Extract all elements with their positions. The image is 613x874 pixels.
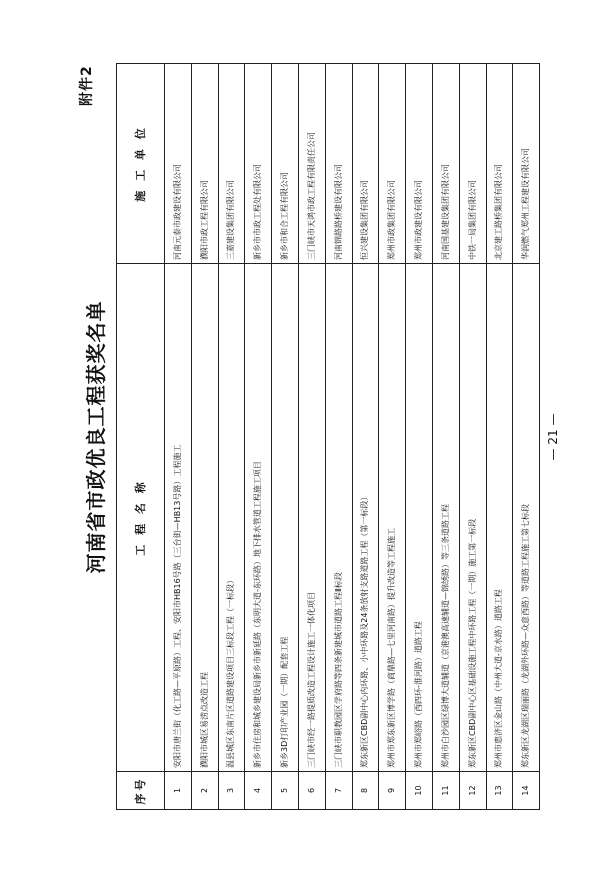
cell-contractor: 恒兴建设集团有限公司 <box>352 64 379 264</box>
cell-contractor: 郑州市政集团有限公司 <box>379 64 406 264</box>
cell-no: 14 <box>513 772 540 810</box>
cell-contractor: 新乡市市政工程处有限公司 <box>245 64 272 264</box>
cell-contractor: 北京建工路桥集团有限公司 <box>486 64 513 264</box>
table-row <box>165 64 192 810</box>
table-row <box>272 64 299 810</box>
cell-contractor: 三嘉建设集团有限公司 <box>218 64 245 264</box>
cell-project-name: 郑东新区CBD副中心内环路、小中环路及24条放射支路道路工程（第一标段） <box>352 264 379 772</box>
cell-no: 5 <box>272 772 299 810</box>
cell-project-name: 郑州市白沙园区绿博大道辅道（京港澳高速辅道—锦绣路）等三条道路工程 <box>432 264 459 772</box>
table-row <box>245 64 272 810</box>
cell-project-name: 三门峡市职教园区学府路等四条新建城市道路工程Ⅱ标段 <box>325 264 352 772</box>
cell-contractor: 三门峡市天鸿市政工程有限责任公司 <box>298 64 325 264</box>
header-no: 序号 <box>117 772 165 810</box>
table-row <box>325 64 352 810</box>
cell-project-name: 郑州市惠济区金山路（中州大道-京水路）道路工程 <box>486 264 513 772</box>
cell-no: 2 <box>191 772 218 810</box>
table-header-row <box>117 64 165 810</box>
cell-no: 9 <box>379 772 406 810</box>
cell-no: 12 <box>459 772 486 810</box>
cell-no: 4 <box>245 772 272 810</box>
cell-contractor: 华润燃气郑州工程建设有限公司 <box>513 64 540 264</box>
table-row <box>191 64 218 810</box>
cell-project-name: 郑东新区龙湖区瑞丽路（龙湖外环路—众意西路）等道路工程施工第七标段 <box>513 264 540 772</box>
cell-no: 10 <box>406 772 433 810</box>
table-row <box>379 64 406 810</box>
cell-no: 6 <box>298 772 325 810</box>
cell-project-name: 新乡3D打印产业园（一期）配套工程 <box>272 264 299 772</box>
cell-project-name: 濮阳市城区易涝点改造工程 <box>191 264 218 772</box>
table-row <box>406 64 433 810</box>
cell-contractor: 中铁一局集团有限公司 <box>459 64 486 264</box>
cell-no: 11 <box>432 772 459 810</box>
table-row <box>459 64 486 810</box>
cell-contractor: 濮阳市政工程有限公司 <box>191 64 218 264</box>
page-title: 河南省市政优良工程获奖名单 <box>84 300 108 574</box>
cell-contractor: 河南元泰市政建设有限公司 <box>165 64 192 264</box>
cell-project-name: 安阳市唐兰街（化工路—平原路）工程、安阳市HB16号路（三台街—HB13号路）工程施工 <box>165 264 192 772</box>
table-row <box>432 64 459 810</box>
award-table <box>116 63 540 810</box>
table-row <box>352 64 379 810</box>
cell-project-name: 三门峡市经一路提质改造工程设计施工一体化项目 <box>298 264 325 772</box>
table-row <box>513 64 540 810</box>
cell-no: 3 <box>218 772 245 810</box>
cell-contractor: 河南国基建设集团有限公司 <box>432 64 459 264</box>
header-unit: 施 工 单 位 <box>117 64 165 264</box>
table-row <box>486 64 513 810</box>
cell-project-name: 郑东新区CBD副中心区基础设施工程中环路工程（一期）施工第一标段 <box>459 264 486 772</box>
cell-project-name: 郑州市郑峪路（西四环-淮河路）道路工程 <box>406 264 433 772</box>
cell-contractor: 河南锦路路桥建设有限公司 <box>325 64 352 264</box>
page-number: — 21 — <box>546 413 560 461</box>
cell-no: 7 <box>325 772 352 810</box>
table-row <box>298 64 325 810</box>
cell-project-name: 郑州市郑东新区博学路（商鼎路—七里河南路）提升改造等工程施工 <box>379 264 406 772</box>
cell-project-name: 新乡市住房和城乡建设局新乡市新延路（东明大道-东环路）地下排水管道工程施工项目 <box>245 264 272 772</box>
cell-no: 1 <box>165 772 192 810</box>
annex-label: 附件2 <box>79 65 95 106</box>
header-name: 工 程 名 称 <box>117 264 165 772</box>
cell-project-name: 温县城区东南片区道路建设项目三标段工程（一标段） <box>218 264 245 772</box>
cell-contractor: 新乡市和合工程有限公司 <box>272 64 299 264</box>
cell-contractor: 郑州市政建设有限公司 <box>406 64 433 264</box>
cell-no: 8 <box>352 772 379 810</box>
cell-no: 13 <box>486 772 513 810</box>
table-row <box>218 64 245 810</box>
